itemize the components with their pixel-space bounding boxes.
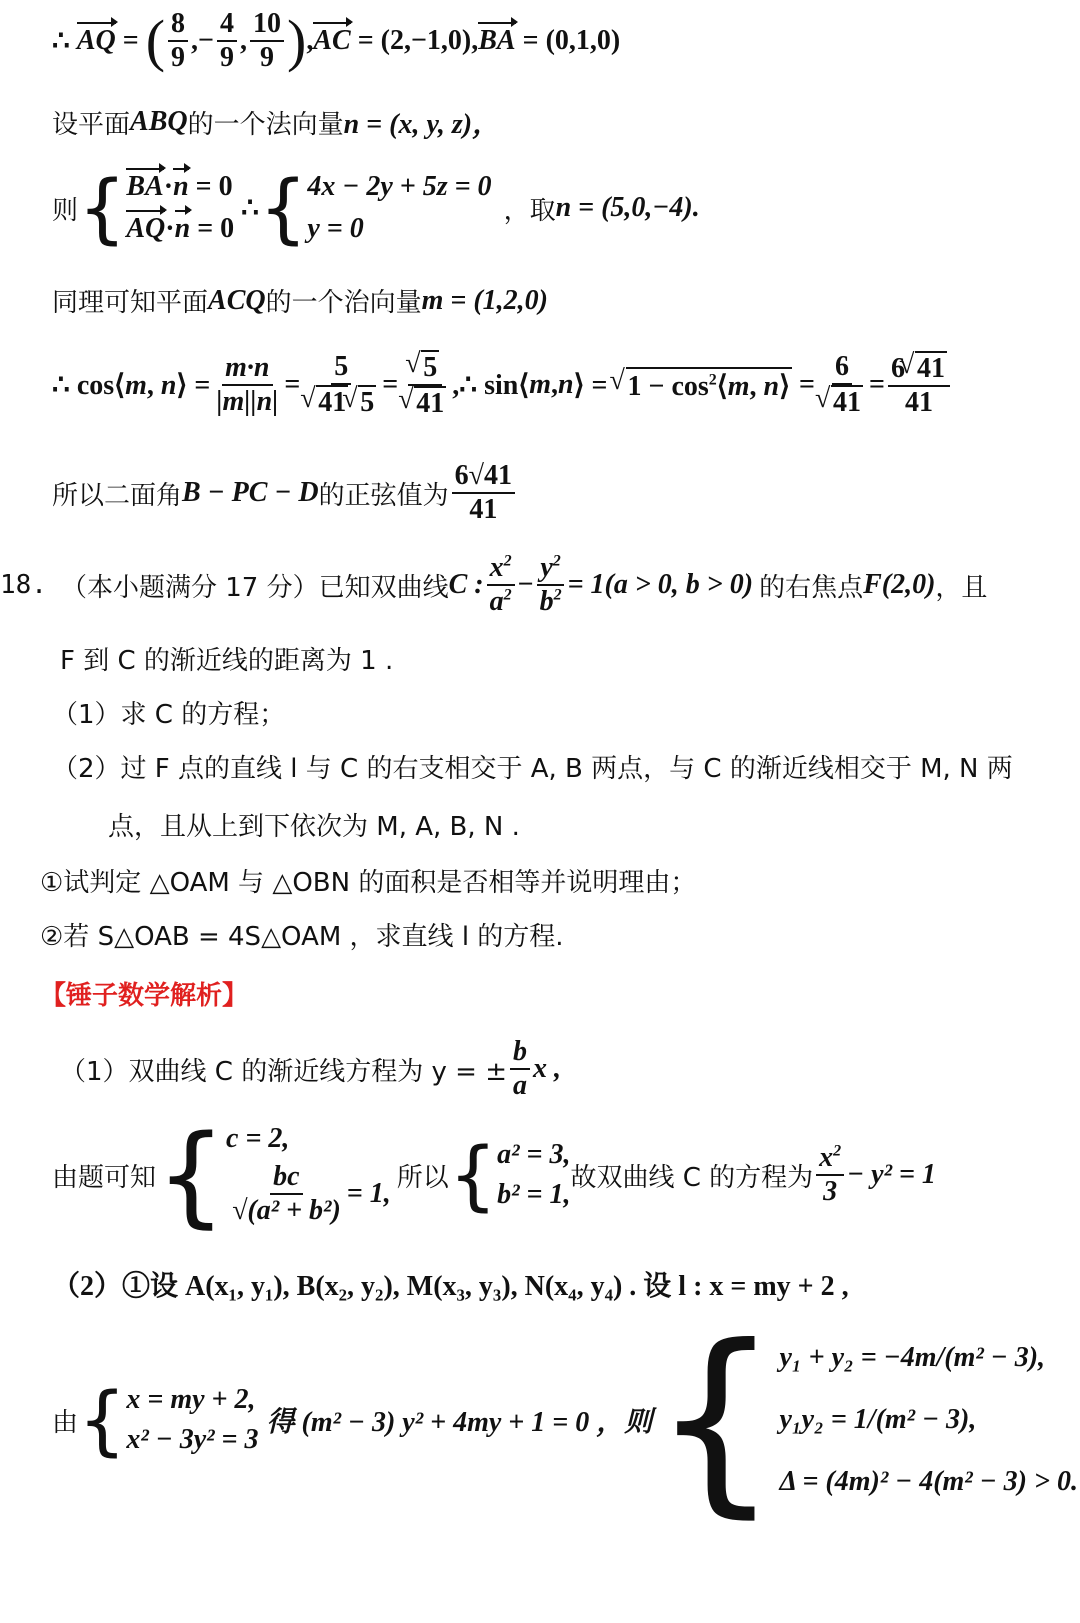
cos-sin-line: ∴ cos⟨m, n⟩ = $\frac{m\cdot n}{|m||n|}$ = 5 √ 41√ 5 = √ 5 √ 41 ,∴ sin⟨ m , n ⟩ = √ $1 - \cos^2⟨m$, n⟩ = 6 √ 41 = $\frac{6√ 41}{41}$ [52,350,953,420]
solution-system-line: 由题可知 { c = 2, $\frac{bc}{\text{√(a² + b²)}}$ = 1, 所以 { a² = 3, b² = 1, 故双曲线 C 的方程为 $\frac{x^2}{3}$ − y² = 1 [52,1111,936,1239]
solution-setup-line: （2）①设 A(x₁, y₁), B(x₂, y₂), M(x₃, y₃), N(x₄, y₄) . 设 l : x = my + 2 , [52,1271,849,1302]
problem-18-line-2: F 到 C 的渐近线的距离为 1 . [60,646,394,676]
vector-line-1: ∴ AQ = ( $\frac{8}{9}$ ,− $\frac{4}{9}$ , $\frac{10}{9}$ ) , AC = (2,−1,0), BA = (0,1,0) [52,8,621,74]
second-normal-line: 同理可知平面 ACQ 的一个治向量 m = (1,2,0) [52,284,548,318]
question-2-part-ii: ②若 S△OAB = 4S△OAM ，求直线 l 的方程. [40,922,564,952]
analysis-title: 【锤子数学解析】 [40,981,249,1011]
question-2-line-a: （2）过 F 点的直线 l 与 C 的右支相交于 A, B 两点，与 C 的渐近线相交于 M, N 两 [52,754,1013,784]
solution-quadratic-line: 由 { x = my + 2, x² − 3y² = 3 得 (m² − 3) y² + 4my + 1 = 0 ，则 { y₁ + y₂ = −4m/(m² − 3), y₁y₂ = 1/(m² − 3), Δ = (4m)² − 4(m² − 3) > 0. [52,1303,1078,1536]
question-1: （1）求 C 的方程； [52,700,286,730]
normal-system-line: 则 { BA·n = 0 AQ·n = 0 ∴ { 4x − 2y + 5z = 0 y = 0 ，取 n = (5,0,−4). [52,163,700,252]
question-2-line-b: 点，且从上到下依次为 M, A, B, N . [108,812,520,842]
problem-18-header: 18. （本小题满分 17 分）已知双曲线 C : $\frac{x^2}{a^2}$ − $\frac{y^2}{b^2}$ = 1(a > 0, b > 0) 的右焦点 F(2,0) ，且 [0,552,988,618]
normal-vector-line: 设平面 ABQ 的一个法向量 n = (x, y, z)， [52,106,501,140]
dihedral-sine-line: 所以二面角 B − PC − D 的正弦值为 $\frac{6√41}{41}$ [52,460,518,526]
question-2-part-i: ①试判定 △OAM 与 △OBN 的面积是否相等并说明理由； [40,868,697,898]
solution-asymptote-line: （1）双曲线 C 的渐近线方程为 y = ± $\frac{b}{a}$ x , [60,1036,561,1102]
